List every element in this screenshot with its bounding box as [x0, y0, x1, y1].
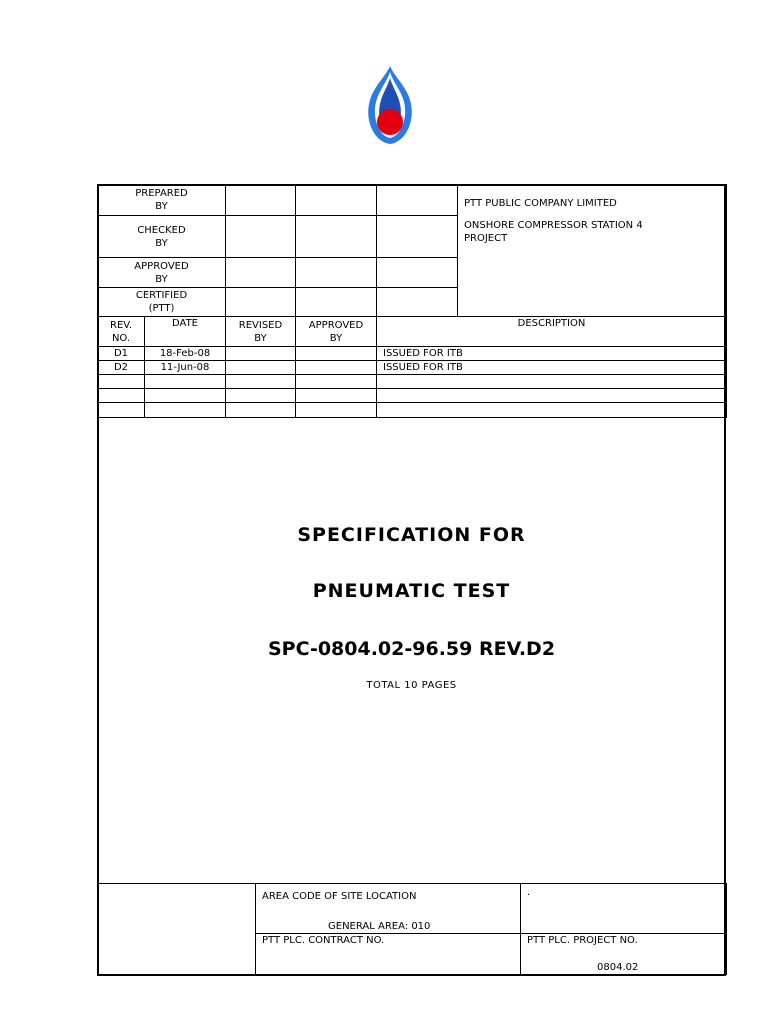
signature-cell: [377, 288, 458, 317]
project-no-label: PTT PLC. PROJECT NO.: [527, 935, 638, 946]
revised-cell: [226, 389, 296, 403]
revised-cell: [226, 347, 296, 361]
signature-cell: [226, 288, 296, 317]
signature-cell: [296, 185, 377, 216]
signature-cell: [226, 216, 296, 258]
area-dot-cell: .: [521, 884, 727, 934]
table-row: [98, 403, 727, 418]
rev-cell: D1: [98, 347, 145, 361]
area-code-label: AREA CODE OF SITE LOCATION: [262, 891, 417, 902]
document-title-line1: SPECIFICATION FOR: [297, 524, 526, 546]
date-cell: [145, 403, 226, 418]
project-name-line1: ONSHORE COMPRESSOR STATION 4: [464, 220, 643, 231]
rev-cell: [98, 375, 145, 389]
description-cell: [377, 389, 727, 403]
contract-no-label: PTT PLC. CONTRACT NO.: [262, 935, 385, 946]
approved-cell: [296, 375, 377, 389]
role-prepared: PREPARED BY: [98, 185, 226, 216]
area-code-value: GENERAL AREA: 010: [328, 921, 431, 932]
revised-cell: [226, 403, 296, 418]
footer-blank-cell: [98, 884, 256, 975]
description-cell: [377, 375, 727, 389]
document-title-line2: PNEUMATIC TEST: [312, 580, 511, 602]
table-row: [98, 389, 727, 403]
revised-cell: [226, 361, 296, 375]
signature-cell: [296, 288, 377, 317]
contract-no-cell: [256, 934, 521, 975]
header-approved-by: APPROVED BY: [296, 317, 377, 347]
role-approved: APPROVED BY: [98, 258, 226, 288]
rev-cell: D2: [98, 361, 145, 375]
signature-cell: [226, 258, 296, 288]
approved-cell: [296, 361, 377, 375]
signature-cell: [377, 216, 458, 258]
table-row: [98, 347, 727, 361]
header-rev-no: REV. NO.: [98, 317, 145, 347]
approved-cell: [296, 389, 377, 403]
ptt-flame-logo-icon: [364, 64, 416, 146]
revised-cell: [226, 375, 296, 389]
description-cell: [377, 403, 727, 418]
approved-cell: [296, 347, 377, 361]
header-description: DESCRIPTION: [377, 317, 727, 347]
date-cell: 18-Feb-08: [145, 347, 226, 361]
date-cell: [145, 375, 226, 389]
signature-cell: [377, 258, 458, 288]
signature-cell: [296, 258, 377, 288]
header-revised-by: REVISED BY: [226, 317, 296, 347]
date-cell: [145, 389, 226, 403]
role-checked: CHECKED BY: [98, 216, 226, 258]
table-row: [98, 375, 727, 389]
signature-cell: [377, 185, 458, 216]
role-certified: CERTIFIED (PTT): [98, 288, 226, 317]
area-code-cell: [256, 884, 521, 934]
description-cell: ISSUED FOR ITB: [377, 347, 727, 361]
approved-cell: [296, 403, 377, 418]
project-no-value: 0804.02: [597, 962, 639, 973]
description-cell: ISSUED FOR ITB: [377, 361, 727, 375]
date-cell: 11-Jun-08: [145, 361, 226, 375]
company-name: PTT PUBLIC COMPANY LIMITED: [464, 198, 617, 209]
signature-cell: [226, 185, 296, 216]
table-row: [98, 361, 727, 375]
project-name-line2: PROJECT: [464, 233, 508, 244]
signature-cell: [296, 216, 377, 258]
company-cell: [458, 185, 727, 317]
revision-header-row: [98, 317, 727, 347]
document-number: SPC-0804.02-96.59 REV.D2: [267, 638, 556, 660]
header-date: DATE: [145, 317, 226, 347]
rev-cell: [98, 403, 145, 418]
rev-cell: [98, 389, 145, 403]
project-no-cell: [521, 934, 727, 975]
total-pages: TOTAL 10 PAGES: [366, 680, 457, 691]
footer-table: [97, 883, 727, 975]
signoff-revision-table: [97, 184, 727, 418]
